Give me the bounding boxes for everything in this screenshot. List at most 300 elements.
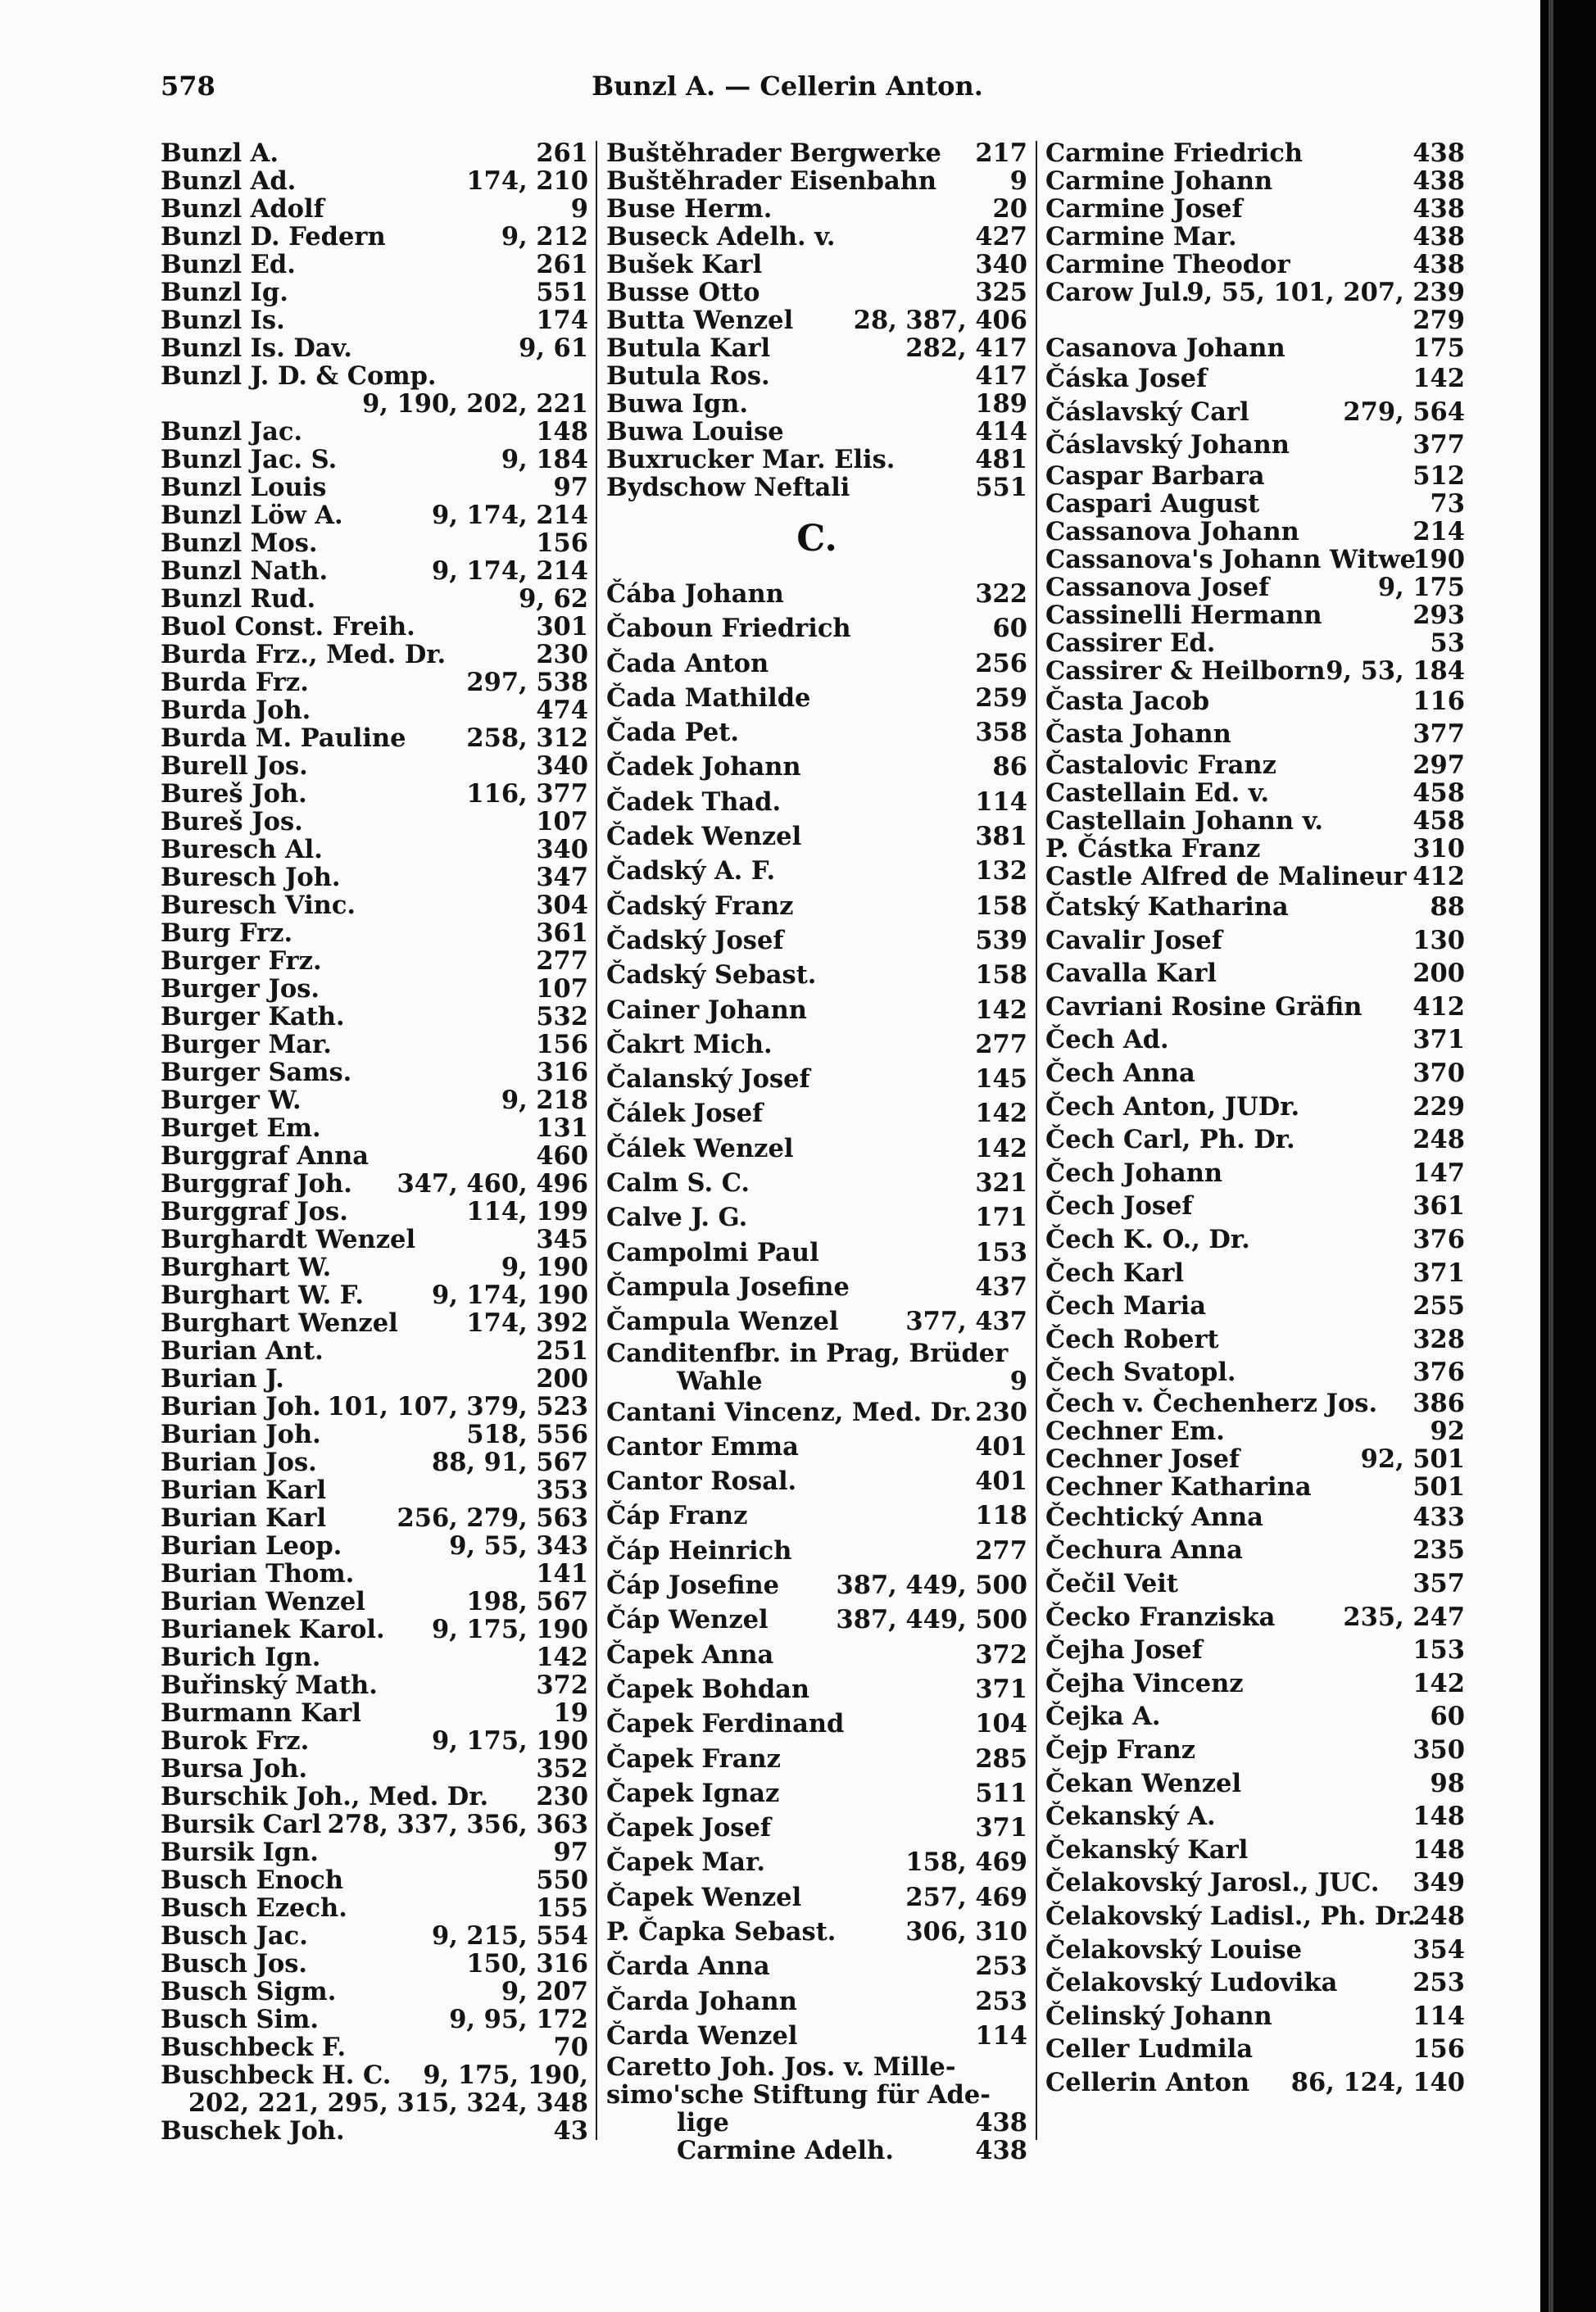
index-entry <box>1045 863 1465 891</box>
entry-name: Čada Mathilde <box>606 682 811 713</box>
entry-name: Cassanova Johann <box>1045 516 1299 546</box>
entry-pages: 310 <box>1412 833 1465 864</box>
index-entry <box>161 279 588 306</box>
page-header <box>161 70 1414 113</box>
entry-pages: 28, 387, 406 <box>853 306 1027 335</box>
entry-name: Cechner Josef <box>1045 1444 1240 1474</box>
entry-pages: 345 <box>536 1225 588 1254</box>
index-entry <box>161 1003 588 1031</box>
entry-pages: 114 <box>975 787 1027 817</box>
entry-pages: 256 <box>975 648 1027 678</box>
index-entry <box>161 1114 588 1142</box>
index-entry <box>1045 835 1465 863</box>
index-entry <box>1045 1834 1465 1867</box>
entry-pages: 130 <box>1412 925 1465 955</box>
entry-name: Burian Jos. <box>161 1448 317 1477</box>
entry-pages: 9, 212 <box>501 222 588 252</box>
entry-name: Čálek Wenzel <box>606 1133 794 1163</box>
index-entry <box>161 529 588 557</box>
index-entry <box>161 1170 588 1198</box>
index-entry <box>1045 139 1465 167</box>
entry-pages: 458 <box>1412 805 1465 836</box>
entry-name: Caretto Joh. Jos. v. Mille- <box>606 2052 956 2083</box>
index-entry <box>161 446 588 474</box>
index-entry <box>1045 1417 1465 1445</box>
index-entry <box>1045 490 1465 518</box>
entry-pages: 340 <box>536 751 588 781</box>
entry-pages: 358 <box>975 718 1027 748</box>
entry-pages: 282, 417 <box>905 333 1027 363</box>
entry-pages: 377, 437 <box>905 1307 1027 1337</box>
entry-pages: 60 <box>992 614 1027 644</box>
entry-name: Burell Jos. <box>161 751 308 781</box>
entry-name: Bunzl Mos. <box>161 528 318 558</box>
entry-pages: 248 <box>1412 1902 1465 1931</box>
entry-name: Bunzl Jac. S. <box>161 445 338 474</box>
index-entry <box>606 1603 1027 1637</box>
entry-name: Buschbeck F. <box>161 2033 347 2062</box>
entry-pages: 9, 190, 202, 221 <box>362 389 588 419</box>
entry-name: Čalanský Josef <box>606 1064 810 1095</box>
index-entry <box>1045 1933 1465 1967</box>
index-entry <box>161 891 588 919</box>
index-entry <box>1045 924 1465 958</box>
index-entry <box>606 1880 1027 1915</box>
entry-name: Buštěhrader Eisenbahn <box>606 166 937 196</box>
index-entry <box>1045 1700 1465 1734</box>
index-entry <box>1045 1966 1465 2000</box>
entry-name: Čampula Wenzel <box>606 1307 839 1337</box>
entry-name: Burghart Wenzel <box>161 1308 398 1338</box>
entry-name: Čada Pet. <box>606 718 739 748</box>
entry-name: Buse Herm. <box>606 194 773 224</box>
index-entry <box>161 1059 588 1086</box>
entry-pages: 141 <box>536 1559 588 1589</box>
entry-pages: 353 <box>536 1476 588 1505</box>
entry-name: Cassirer Ed. <box>1045 628 1216 658</box>
index-entry <box>606 889 1027 923</box>
index-entry <box>161 1671 588 1699</box>
entry-pages: 352 <box>536 1754 588 1784</box>
entry-pages: 230 <box>536 640 588 669</box>
index-entry <box>1045 1190 1465 1223</box>
index-entry <box>1045 1323 1465 1357</box>
entry-pages: 9, 95, 172 <box>449 2005 588 2034</box>
entry-pages: 156 <box>536 528 588 558</box>
entry-pages: 460 <box>536 1141 588 1171</box>
entry-name: Bunzl Rud. <box>161 584 316 614</box>
entry-pages: 474 <box>536 696 588 725</box>
column-divider <box>596 141 597 2140</box>
entry-pages: 532 <box>536 1002 588 1031</box>
index-entry <box>161 1337 588 1365</box>
entry-pages: 174, 392 <box>466 1308 588 1338</box>
index-entry <box>161 1532 588 1560</box>
index-entry <box>1045 957 1465 991</box>
entry-name: Burger Kath. <box>161 1002 345 1031</box>
index-entry <box>606 1638 1027 1672</box>
entry-pages: 255 <box>1412 1291 1465 1321</box>
index-entry <box>161 752 588 780</box>
index-entry <box>1045 1501 1465 1535</box>
entry-pages: 347 <box>536 863 588 892</box>
index-entry <box>161 251 588 279</box>
entry-pages: 9 <box>1009 166 1027 196</box>
entry-pages: 371 <box>975 1813 1027 1843</box>
entry-pages: 376 <box>1412 1358 1465 1388</box>
index-entry <box>161 641 588 669</box>
index-entry <box>606 1534 1027 1568</box>
entry-name: Čelakovský Ladisl., Ph. Dr. <box>1045 1902 1417 1931</box>
entry-name: Čelakovský Ludovika <box>1045 1968 1338 1998</box>
entry-pages: 293 <box>1412 600 1465 630</box>
index-entry <box>606 611 1027 646</box>
entry-pages: 481 <box>975 445 1027 474</box>
entry-name: Buol Const. Freih. <box>161 612 415 641</box>
entry-pages: 551 <box>536 278 588 307</box>
index-entry <box>161 1031 588 1059</box>
entry-name: Buschbeck H. C. <box>161 2060 392 2090</box>
index-entry <box>606 646 1027 681</box>
index-entry <box>606 993 1027 1027</box>
entry-pages: 86 <box>992 752 1027 782</box>
entry-pages: 88, 91, 567 <box>431 1448 588 1477</box>
index-entry <box>606 958 1027 992</box>
index-entry <box>161 1281 588 1309</box>
index-entry <box>606 334 1027 362</box>
entry-pages: 92 <box>1430 1416 1465 1446</box>
entry-name: Čejp Franz <box>1045 1735 1196 1766</box>
index-entry <box>161 1086 588 1114</box>
entry-pages: 438 <box>975 2108 1027 2138</box>
entry-name: Čapek Franz <box>606 1743 781 1774</box>
entry-pages: 116 <box>1412 686 1465 716</box>
entry-pages: 501 <box>1412 1471 1465 1502</box>
entry-name: Častalovic Franz <box>1045 750 1276 780</box>
section-letter: C. <box>796 518 837 560</box>
entry-name: Burok Frz. <box>161 1726 310 1756</box>
entry-name: Bunzl Louis <box>161 473 327 502</box>
index-entry <box>161 808 588 836</box>
entry-pages: 150, 316 <box>466 1949 588 1979</box>
index-entry <box>606 1464 1027 1498</box>
entry-pages: 340 <box>975 250 1027 279</box>
index-entry <box>606 390 1027 418</box>
entry-name: Čapek Mar. <box>606 1847 765 1878</box>
index-entry <box>606 2137 1027 2165</box>
index-entry <box>606 139 1027 167</box>
entry-name: Buwa Louise <box>606 417 784 447</box>
index-entry <box>606 251 1027 279</box>
entry-pages: 9 <box>1009 1366 1027 1396</box>
index-entry <box>1045 807 1465 835</box>
index-entry <box>1045 1090 1465 1124</box>
entry-pages: 279 <box>1412 306 1465 335</box>
entry-pages: 118 <box>975 1501 1027 1531</box>
entry-pages: 86, 124, 140 <box>1290 2067 1465 2097</box>
entry-name: Bunzl Ad. <box>161 166 297 196</box>
entry-pages: 285 <box>975 1743 1027 1774</box>
entry-pages: 297, 538 <box>466 668 588 697</box>
entry-name: Busse Otto <box>606 278 760 307</box>
entry-name: Busch Ezech. <box>161 1893 347 1923</box>
entry-pages: 261 <box>536 250 588 279</box>
index-entry <box>1045 223 1465 251</box>
entry-pages: 9 <box>570 194 588 224</box>
index-entry <box>606 418 1027 446</box>
entry-name: Cellerin Anton <box>1045 2067 1250 2097</box>
entry-pages: 361 <box>1412 1191 1465 1222</box>
entry-name: Bunzl J. D. & Comp. <box>161 361 437 391</box>
entry-pages: 357 <box>1412 1569 1465 1599</box>
index-entry <box>161 836 588 864</box>
entry-name: Burian Leop. <box>161 1531 342 1561</box>
running-title: Bunzl A. — Cellerin Anton. <box>592 70 983 102</box>
index-entry <box>1045 334 1465 362</box>
entry-pages: 277 <box>975 1535 1027 1566</box>
entry-name: Cavalla Karl <box>1045 959 1217 989</box>
index-entry <box>161 1866 588 1894</box>
entry-name: Čapek Ignaz <box>606 1778 780 1808</box>
entry-name: Burget Em. <box>161 1113 321 1143</box>
entry-name: Burian Joh. <box>161 1420 321 1449</box>
entry-pages: 539 <box>975 925 1027 955</box>
index-entry <box>161 1560 588 1588</box>
entry-name: Cavalir Josef <box>1045 925 1222 955</box>
index-entry <box>161 195 588 223</box>
index-entry <box>1045 546 1465 573</box>
entry-pages: 377 <box>1412 719 1465 750</box>
index-entry <box>606 1845 1027 1879</box>
index-entry <box>1045 2066 1465 2100</box>
index-entry <box>1045 1567 1465 1601</box>
entry-name: Čadek Wenzel <box>606 822 802 852</box>
index-entry <box>606 1235 1027 1270</box>
entry-pages: 97 <box>553 1838 588 1867</box>
index-entry <box>606 1811 1027 1845</box>
entry-pages: 20 <box>992 194 1027 224</box>
entry-name: Carmine Adelh. <box>677 2136 894 2166</box>
entry-name: Bursik Ign. <box>161 1838 319 1867</box>
index-entry <box>606 785 1027 819</box>
entry-name: Čech K. O., Dr. <box>1045 1224 1250 1254</box>
entry-name: simo'sche Stiftung für Ade- <box>606 2080 991 2110</box>
index-entry <box>1045 1534 1465 1567</box>
scan-edge <box>1540 0 1596 2312</box>
entry-name: Campolmi Paul <box>606 1237 819 1267</box>
entry-name: Čech Anna <box>1045 1058 1195 1088</box>
index-entry <box>606 1131 1027 1166</box>
entry-name: Čelakovský Louise <box>1045 1934 1302 1965</box>
entry-name: Burggraf Joh. <box>161 1169 352 1199</box>
index-entry <box>606 750 1027 784</box>
index-entry <box>1045 1634 1465 1667</box>
index-entry <box>1045 362 1465 396</box>
entry-name: Čech Carl, Ph. Dr. <box>1045 1125 1295 1155</box>
entry-name: Burger Sams. <box>161 1058 352 1087</box>
entry-pages: 230 <box>975 1397 1027 1427</box>
entry-name: Čaboun Friedrich <box>606 614 851 644</box>
entry-name: Časta Jacob <box>1045 686 1210 716</box>
entry-name: Burger Jos. <box>161 974 320 1004</box>
entry-name: Čadek Thad. <box>606 787 782 817</box>
entry-pages: 301 <box>536 612 588 641</box>
entry-name: Bunzl Ed. <box>161 250 296 279</box>
entry-name: Burian Karl <box>161 1503 327 1533</box>
entry-name: Bušek Karl <box>606 250 763 279</box>
entry-pages: 361 <box>536 918 588 948</box>
entry-pages: 438 <box>1412 222 1465 252</box>
entry-pages: 371 <box>1412 1258 1465 1288</box>
entry-name: Čáslavský Johann <box>1045 430 1290 460</box>
entry-pages: 297 <box>1412 750 1465 780</box>
entry-name: Burian Ant. <box>161 1336 324 1366</box>
index-entry <box>161 1253 588 1281</box>
entry-pages: 174 <box>536 306 588 335</box>
entry-name: Burmann Karl <box>161 1698 361 1728</box>
index-entry <box>161 1922 588 1950</box>
entry-name: Čadský Sebast. <box>606 960 817 991</box>
index-entry <box>606 2053 1027 2081</box>
entry-name: Bureš Joh. <box>161 779 307 809</box>
entry-name: Čarda Anna <box>606 1952 770 1982</box>
index-entry <box>161 1643 588 1671</box>
entry-pages: 153 <box>975 1237 1027 1267</box>
entry-pages: 253 <box>975 1986 1027 2016</box>
entry-name: Burian Wenzel <box>161 1587 365 1616</box>
index-entry <box>161 1421 588 1448</box>
entry-pages: 131 <box>536 1113 588 1143</box>
index-entry <box>606 2109 1027 2137</box>
entry-pages: 158 <box>975 891 1027 921</box>
entry-pages: 512 <box>1412 460 1465 491</box>
entry-pages: 229 <box>1412 1091 1465 1122</box>
index-entry <box>1045 396 1465 429</box>
index-entry <box>161 1309 588 1337</box>
entry-name: Castellain Ed. v. <box>1045 777 1270 808</box>
entry-name: Čáska Josef <box>1045 364 1208 393</box>
index-entry <box>606 1096 1027 1131</box>
entry-pages: 175 <box>1412 333 1465 363</box>
index-entry <box>1045 1290 1465 1323</box>
entry-name: Wahle <box>677 1366 763 1396</box>
entry-name: Buřinský Math. <box>161 1671 378 1700</box>
entry-pages: 158 <box>975 960 1027 991</box>
index-entry <box>1045 1667 1465 1701</box>
index-entry <box>161 1894 588 1922</box>
entry-name: Cantani Vincenz, Med. Dr. <box>606 1397 973 1427</box>
index-entry <box>161 1504 588 1532</box>
entry-name: Čáp Wenzel <box>606 1605 769 1635</box>
entry-name: Castle Alfred de Malineur <box>1045 861 1407 891</box>
index-entry <box>606 715 1027 750</box>
page-number: 578 <box>161 70 215 102</box>
entry-pages: 550 <box>536 1865 588 1895</box>
entry-name: Buschek Joh. <box>161 2116 345 2146</box>
entry-name: Čech Josef <box>1045 1191 1193 1222</box>
index-entry <box>161 1226 588 1253</box>
entry-pages: 372 <box>536 1671 588 1700</box>
index-column-1 <box>161 139 588 2147</box>
entry-name: Čejha Vincenz <box>1045 1668 1244 1698</box>
entry-pages: 70 <box>553 2033 588 2062</box>
index-entry <box>1045 1023 1465 1057</box>
index-entry <box>161 223 588 251</box>
entry-pages: 347, 460, 496 <box>397 1169 588 1199</box>
entry-name: Burda Frz., Med. Dr. <box>161 640 447 669</box>
entry-name: Čapek Anna <box>606 1639 774 1670</box>
entry-name: Bunzl Ig. <box>161 278 288 307</box>
index-entry <box>606 306 1027 334</box>
index-entry <box>606 195 1027 223</box>
entry-name: Busch Sigm. <box>161 1977 337 2006</box>
entry-pages: 277 <box>536 946 588 976</box>
entry-pages: 217 <box>975 138 1027 168</box>
entry-name: Busch Jac. <box>161 1921 308 1951</box>
entry-name: Čampula Josefine <box>606 1272 850 1302</box>
entry-pages: 401 <box>975 1467 1027 1497</box>
entry-name: Burianek Karol. <box>161 1615 385 1644</box>
entry-name: Buresch Joh. <box>161 863 341 892</box>
index-entry <box>161 975 588 1003</box>
entry-name: Cechner Em. <box>1045 1416 1225 1446</box>
entry-pages: 174, 210 <box>466 166 588 196</box>
index-entry <box>1045 518 1465 546</box>
index-entry <box>161 1616 588 1643</box>
entry-pages: 98 <box>1430 1768 1465 1798</box>
entry-name: Busch Jos. <box>161 1949 308 1979</box>
entry-name: Burian Karl <box>161 1476 327 1505</box>
entry-pages: 73 <box>1430 488 1465 519</box>
entry-name: Burggraf Anna <box>161 1141 370 1171</box>
index-entry <box>1045 1866 1465 1900</box>
entry-pages: 142 <box>1412 1668 1465 1698</box>
entry-name: Čečil Veit <box>1045 1569 1178 1599</box>
entry-pages: 230 <box>536 1782 588 1811</box>
entry-name: Čarda Wenzel <box>606 2020 798 2051</box>
entry-pages: 438 <box>975 2136 1027 2166</box>
index-entry <box>161 724 588 752</box>
entry-pages: 9, 175, 190 <box>431 1726 588 1756</box>
index-entry <box>1045 1356 1465 1389</box>
index-entry <box>1045 573 1465 601</box>
entry-pages: 142 <box>975 995 1027 1025</box>
entry-name: Calve J. G. <box>606 1203 748 1233</box>
entry-name: Burda Joh. <box>161 696 311 725</box>
entry-name: Čarda Johann <box>606 1986 797 2016</box>
entry-name: Čáp Heinrich <box>606 1535 792 1566</box>
entry-pages: 9, 174, 214 <box>431 556 588 586</box>
index-entry <box>1045 1223 1465 1257</box>
entry-name: Čába Johann <box>606 579 784 609</box>
entry-name: Busch Enoch <box>161 1865 344 1895</box>
entry-pages: 147 <box>1412 1158 1465 1188</box>
entry-pages: 214 <box>1412 516 1465 546</box>
index-entry <box>1045 1389 1465 1417</box>
entry-name: Čech Karl <box>1045 1258 1184 1288</box>
entry-name: Burggraf Jos. <box>161 1197 348 1226</box>
entry-pages: 412 <box>1412 991 1465 1022</box>
entry-name: Bunzl Adolf <box>161 194 324 224</box>
index-entry <box>1045 462 1465 490</box>
entry-pages: 253 <box>975 1952 1027 1982</box>
index-entry <box>161 613 588 641</box>
entry-name: Burghart W. <box>161 1253 332 1282</box>
entry-pages: 148 <box>536 417 588 447</box>
index-entry <box>161 334 588 362</box>
entry-pages: 511 <box>975 1778 1027 1808</box>
entry-pages: 377 <box>1412 430 1465 460</box>
